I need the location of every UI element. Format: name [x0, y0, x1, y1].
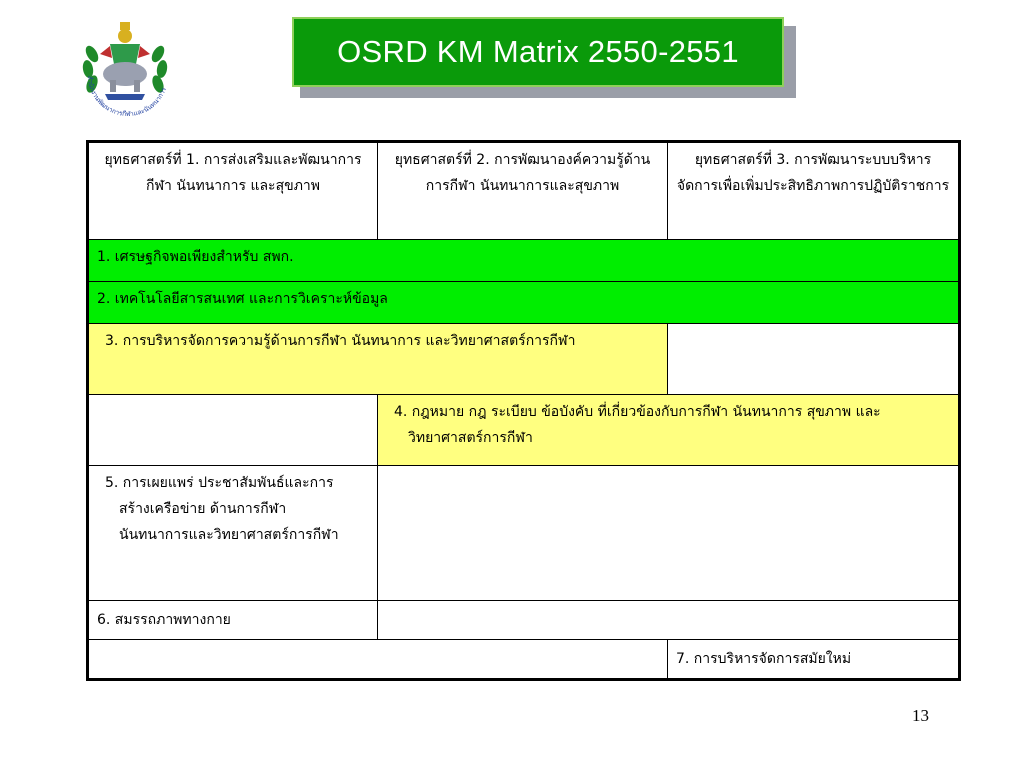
- table-row: [88, 324, 960, 395]
- knowledge-area-2: 2. เทคโนโลยีสารสนเทศ และการวิเคราะห์ข้อมูล: [88, 282, 960, 324]
- header-strategy-3: ยุทธศาสตร์ที่ 3. การพัฒนาระบบบริหารจัดการเพื่อเพิ่มประสิทธิภาพการปฏิบัติราชการ: [668, 142, 960, 240]
- table-row: [88, 466, 960, 601]
- empty-cell: [88, 395, 378, 466]
- knowledge-area-4-text: 4. กฎหมาย กฎ ระเบียบ ข้อบังคับ ที่เกี่ยวข้องกับการกีฬา นันทนาการ สุขภาพ และวิทยาศาสตร์การกีฬา: [394, 404, 881, 446]
- knowledge-area-3: [88, 324, 668, 395]
- header-row: [88, 142, 960, 240]
- svg-text:สำนักงานพัฒนาการกีฬาและนันทนาก: สำนักงานพัฒนาการกีฬาและนันทนาการ: [85, 75, 168, 119]
- knowledge-area-6: 6. สมรรถภาพทางกาย: [88, 601, 378, 640]
- knowledge-area-3-text: 3. การบริหารจัดการความรู้ด้านการกีฬา นันทนาการ และวิทยาศาสตร์การกีฬา: [105, 333, 576, 349]
- emblem-icon: [70, 14, 180, 124]
- header-strategy-1: ยุทธศาสตร์ที่ 1. การส่งเสริมและพัฒนาการกีฬา นันทนาการ และสุขภาพ: [88, 142, 378, 240]
- empty-cell: [88, 640, 668, 680]
- emblem-logo: [70, 14, 180, 124]
- header-strategy-2: ยุทธศาสตร์ที่ 2. การพัฒนาองค์ความรู้ด้านการกีฬา นันทนาการและสุขภาพ: [378, 142, 668, 240]
- table-row: [88, 240, 960, 282]
- km-matrix-table: [86, 140, 961, 681]
- knowledge-area-4: [378, 395, 960, 466]
- knowledge-area-5: [88, 466, 378, 601]
- title-box: [292, 17, 784, 87]
- empty-cell: [378, 466, 960, 601]
- page-title: OSRD KM Matrix 2550-2551: [337, 34, 739, 69]
- table-row: [88, 640, 960, 680]
- knowledge-area-1: 1. เศรษฐกิจพอเพียงสำหรับ สพก.: [88, 240, 960, 282]
- knowledge-area-5-text: 5. การเผยแพร่ ประชาสัมพันธ์และการสร้างเครือข่าย ด้านการกีฬา นันทนาการและวิทยาศาสตร์การกีฬา: [105, 475, 339, 543]
- table-row: [88, 395, 960, 466]
- empty-cell: [378, 601, 960, 640]
- table-row: [88, 282, 960, 324]
- page-number: 13: [912, 706, 929, 725]
- knowledge-area-7: 7. การบริหารจัดการสมัยใหม่: [668, 640, 960, 680]
- empty-cell: [668, 324, 960, 395]
- table-row: [88, 601, 960, 640]
